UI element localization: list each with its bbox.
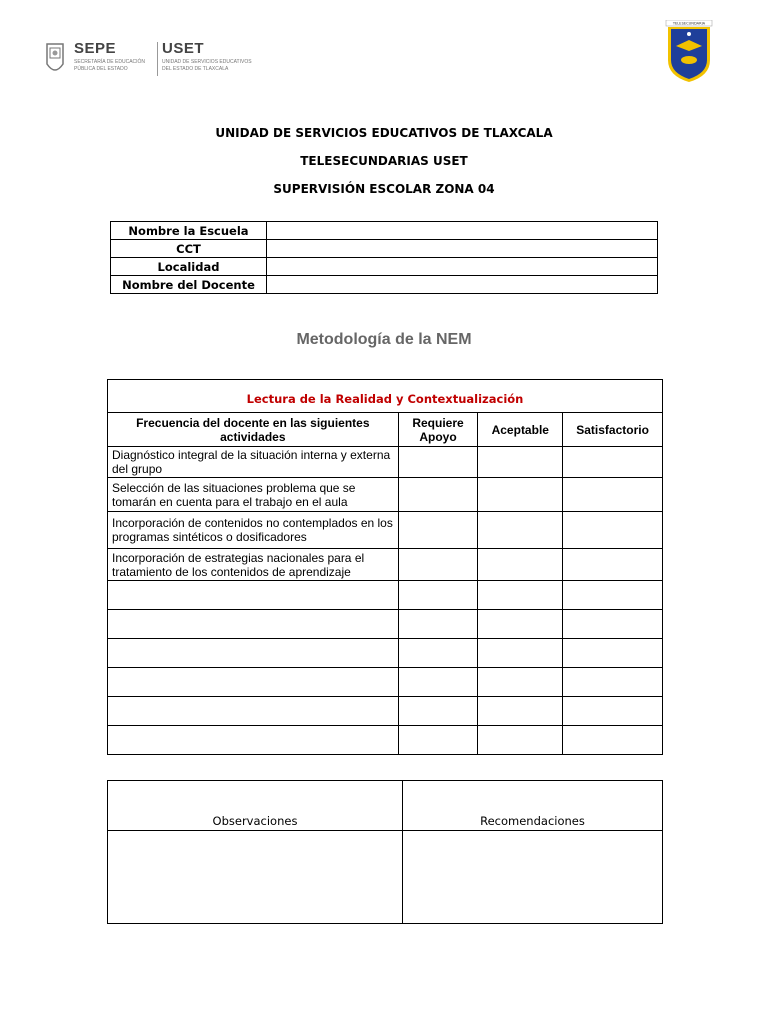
info-label: CCT [111,240,267,258]
info-label: Localidad [111,258,267,276]
rating-cell[interactable] [563,549,663,581]
info-value-field[interactable] [267,240,658,258]
table-row [108,831,663,924]
empty-row [108,668,663,697]
header-aceptable: Aceptable [478,413,563,447]
activity-cell: Incorporación de contenidos no contemplados en los programas sintéticos o dosificadores [108,512,399,549]
evaluation-table [107,379,663,755]
sepe-subtitle: SECRETARÍA DE EDUCACIÓN PÚBLICA DEL ESTADO [74,59,146,72]
rating-cell[interactable] [478,447,563,478]
rating-cell[interactable] [398,668,478,697]
activity-cell[interactable] [108,726,399,755]
school-info-table [110,221,658,294]
rating-cell[interactable] [398,549,478,581]
table-row [111,240,658,258]
empty-row [108,610,663,639]
recomendaciones-field[interactable] [403,831,663,924]
rating-cell[interactable] [478,478,563,512]
header-activities: Frecuencia del docente en las siguientes actividades [108,413,399,447]
sepe-uset-logo [44,40,264,80]
empty-row [108,726,663,755]
info-value-field[interactable] [267,222,658,240]
rating-cell[interactable] [478,512,563,549]
rating-cell[interactable] [398,697,478,726]
rating-cell[interactable] [398,610,478,639]
activity-cell[interactable] [108,610,399,639]
observaciones-field[interactable] [108,831,403,924]
rating-cell[interactable] [478,697,563,726]
title-supervision: SUPERVISIÓN ESCOLAR ZONA 04 [273,182,495,196]
rating-cell[interactable] [398,639,478,668]
activity-cell: Incorporación de estrategias nacionales para el tratamiento de los contenidos de aprendizaje [108,549,399,581]
rating-cell[interactable] [478,668,563,697]
rating-cell[interactable] [478,610,563,639]
rating-cell[interactable] [563,581,663,610]
info-value-field[interactable] [267,276,658,294]
rating-cell[interactable] [563,512,663,549]
table-row [111,222,658,240]
empty-row [108,639,663,668]
table-caption-row [108,380,663,413]
rating-cell[interactable] [398,447,478,478]
rating-cell[interactable] [398,478,478,512]
header-requiere-apoyo: Requiere Apoyo [398,413,478,447]
uset-subtitle: UNIDAD DE SERVICIOS EDUCATIVOS DEL ESTADO DE TLAXCALA [162,59,252,72]
activity-cell[interactable] [108,668,399,697]
logo-separator [157,42,158,76]
observaciones-label: Observaciones [108,781,403,831]
observations-table [107,780,663,924]
activity-cell[interactable] [108,581,399,610]
rating-cell[interactable] [563,697,663,726]
info-value-field[interactable] [267,258,658,276]
rating-cell[interactable] [563,726,663,755]
title-unidad: UNIDAD DE SERVICIOS EDUCATIVOS DE TLAXCALA [215,126,553,140]
telesecundaria-shield-logo [664,20,714,84]
activity-cell: Diagnóstico integral de la situación interna y externa del grupo [108,447,399,478]
table-row [108,549,663,581]
rating-cell[interactable] [478,581,563,610]
state-seal-icon [44,42,66,76]
table-header-row [108,413,663,447]
uset-name: USET [162,40,205,57]
rating-cell[interactable] [478,639,563,668]
rating-cell[interactable] [563,447,663,478]
table-row [108,478,663,512]
empty-row [108,697,663,726]
title-telesecundarias: TELESECUNDARIAS USET [300,154,468,168]
info-label: Nombre del Docente [111,276,267,294]
rating-cell[interactable] [478,726,563,755]
rating-cell[interactable] [398,726,478,755]
table-row [108,447,663,478]
header-satisfactorio: Satisfactorio [563,413,663,447]
rating-cell[interactable] [398,581,478,610]
activity-cell[interactable] [108,639,399,668]
rating-cell[interactable] [478,549,563,581]
table-row [111,276,658,294]
shield-caption: TELESECUNDARIA [672,21,706,26]
sepe-name: SEPE [74,40,117,57]
table-caption: Lectura de la Realidad y Contextualización [108,380,663,413]
shield-icon [664,20,714,84]
rating-cell[interactable] [563,610,663,639]
info-label: Nombre la Escuela [111,222,267,240]
table-header-row [108,781,663,831]
table-row [108,512,663,549]
recomendaciones-label: Recomendaciones [403,781,663,831]
activity-cell[interactable] [108,697,399,726]
empty-row [108,581,663,610]
table-row [111,258,658,276]
rating-cell[interactable] [563,478,663,512]
rating-cell[interactable] [398,512,478,549]
rating-cell[interactable] [563,639,663,668]
section-title: Metodología de la NEM [296,331,472,348]
rating-cell[interactable] [563,668,663,697]
activity-cell: Selección de las situaciones problema que se tomarán en cuenta para el trabajo en el aula [108,478,399,512]
